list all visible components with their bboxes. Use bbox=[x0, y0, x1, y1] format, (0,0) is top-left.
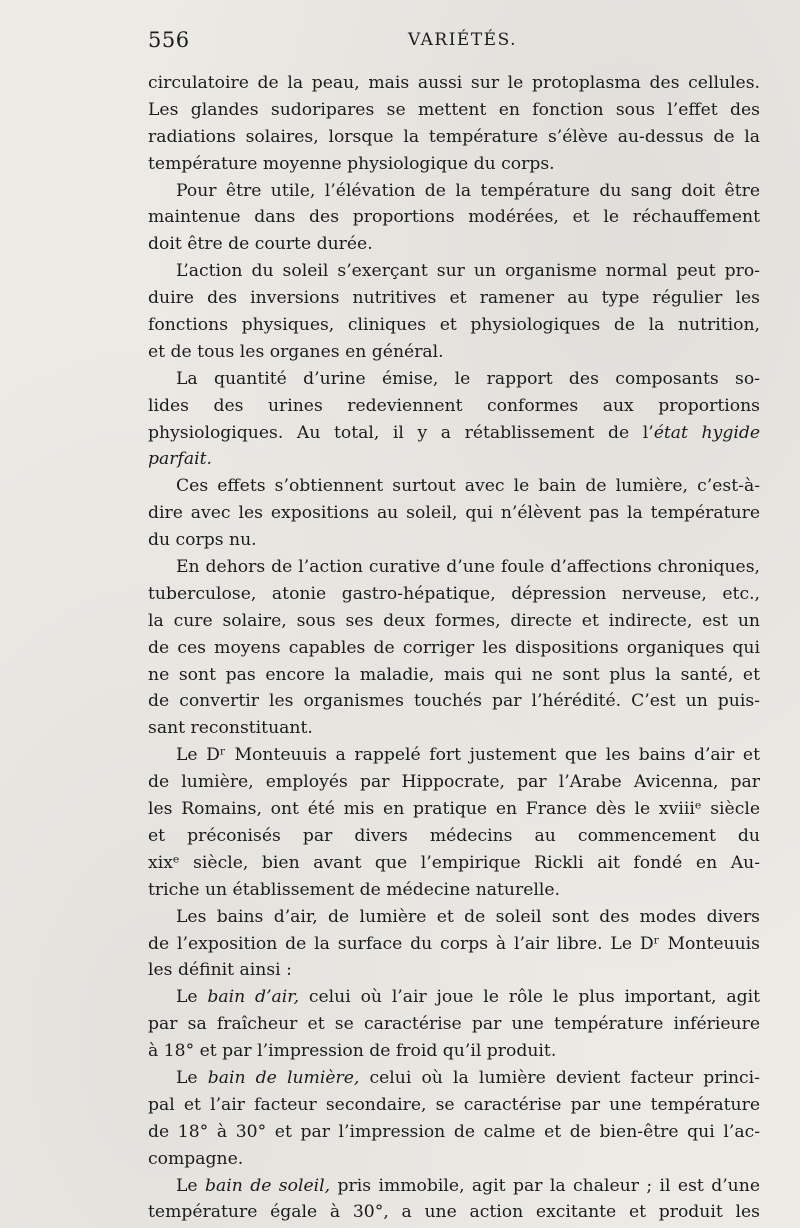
line-text: les définit ainsi : bbox=[148, 960, 292, 981]
text-line bbox=[148, 285, 760, 312]
text-line bbox=[148, 1119, 760, 1146]
line-text: de ces moyens capables de corriger les dispositions organiques qui bbox=[148, 637, 760, 658]
text-line bbox=[148, 258, 760, 285]
text-line bbox=[148, 581, 760, 608]
text-line bbox=[148, 366, 760, 393]
line-text: compagne. bbox=[148, 1148, 244, 1169]
text-line bbox=[148, 823, 760, 850]
line-text: circulatoire de la peau, mais aussi sur le protoplasma des cellules. bbox=[148, 73, 760, 93]
line-text: fonctions physiques, cliniques et physiologiques de la nutrition, bbox=[148, 315, 760, 336]
line-text: Ces effets s’obtiennent surtout avec le bain de lumière, c’est-à- bbox=[176, 476, 760, 497]
line-text: de 18° à 30° et par l’impression de calme et de bien-être qui l’ac- bbox=[148, 1121, 760, 1142]
text-line bbox=[148, 769, 760, 796]
text-line bbox=[148, 97, 760, 124]
text-line bbox=[148, 715, 760, 742]
text-line bbox=[148, 124, 760, 151]
line-text: physiologiques. Au total, il y a rétablissement de l’ bbox=[148, 422, 654, 443]
text-line bbox=[148, 420, 760, 447]
line-text: maintenue dans des proportions modérées, et le réchauffement bbox=[148, 207, 760, 228]
line-text: celui où l’air joue le rôle le plus important, agit bbox=[299, 987, 760, 1008]
italic-text: bain de soleil, bbox=[205, 1175, 331, 1196]
body-text bbox=[148, 70, 760, 1226]
italic-text: bain d’air, bbox=[207, 987, 300, 1008]
line-text: température moyenne physiologique du corps. bbox=[148, 153, 555, 174]
text-line bbox=[148, 1173, 760, 1200]
line-text: du corps nu. bbox=[148, 530, 257, 551]
text-line bbox=[148, 662, 760, 689]
line-text: La quantité d’urine émise, le rapport des composants so- bbox=[176, 368, 760, 389]
text-line bbox=[148, 339, 760, 366]
text-line bbox=[148, 850, 760, 877]
text-line bbox=[148, 688, 760, 715]
text-line bbox=[148, 877, 760, 904]
text-line bbox=[148, 1146, 760, 1173]
text-line bbox=[148, 904, 760, 931]
text-line bbox=[148, 742, 760, 769]
line-text: Pour être utile, l’élévation de la température du sang doit être bbox=[176, 180, 760, 201]
line-text: température égale à 30°, a une action excitante et produit les bbox=[148, 1202, 760, 1223]
line-text: ne sont pas encore la maladie, mais qui ne sont plus la santé, et bbox=[148, 664, 760, 685]
line-text: doit être de courte durée. bbox=[148, 234, 373, 255]
line-text: et préconisés par divers médecins au commencement du bbox=[148, 825, 760, 846]
line-text: Les glandes sudoripares se mettent en fonction sous l’effet des bbox=[148, 99, 760, 120]
line-text: celui où la lumière devient facteur princi- bbox=[359, 1067, 760, 1088]
italic-text: bain de lumière, bbox=[207, 1067, 360, 1088]
line-text: radiations solaires, lorsque la température s’élève au-dessus de la bbox=[148, 126, 760, 147]
line-text: Les bains d’air, de lumière et de soleil sont des modes divers bbox=[176, 906, 760, 927]
text-line bbox=[148, 473, 760, 500]
line-text: pris immobile, agit par la chaleur ; il est d’une bbox=[330, 1175, 760, 1196]
line-text: de convertir les organismes touchés par l’hérédité. C’est un puis- bbox=[148, 691, 760, 712]
running-head: VARIÉTÉS. bbox=[408, 30, 518, 50]
italic-text: état hygide bbox=[653, 422, 760, 443]
italic-text: parfait. bbox=[148, 449, 212, 470]
line-text: pal et l’air facteur secondaire, se caractérise par une température bbox=[148, 1094, 760, 1115]
line-text: sant reconstituant. bbox=[148, 718, 313, 739]
text-line bbox=[148, 393, 760, 420]
text-line bbox=[148, 178, 760, 205]
text-line bbox=[148, 554, 760, 581]
text-line bbox=[148, 527, 760, 554]
text-line bbox=[148, 70, 760, 97]
line-text: de lumière, employés par Hippocrate, par l’Arabe Avicenna, par bbox=[148, 772, 760, 793]
text-line bbox=[148, 500, 760, 527]
line-text: lides des urines redeviennent conformes aux proportions bbox=[148, 395, 760, 416]
text-line bbox=[148, 151, 760, 178]
line-text: En dehors de l’action curative d’une foule d’affections chroniques, bbox=[176, 557, 760, 578]
text-line bbox=[148, 796, 760, 823]
line-text: par sa fraîcheur et se caractérise par une température inférieure bbox=[148, 1014, 760, 1035]
text-line bbox=[148, 1092, 760, 1119]
page-number: 556 bbox=[148, 28, 190, 52]
line-text: triche un établissement de médecine naturelle. bbox=[148, 879, 561, 900]
text-line bbox=[148, 931, 760, 958]
line-text: et de tous les organes en général. bbox=[148, 341, 444, 362]
line-text: Le bbox=[176, 987, 208, 1008]
text-line bbox=[148, 1011, 760, 1038]
text-line bbox=[148, 957, 760, 984]
line-text: duire des inversions nutritives et ramener au type régulier les bbox=[148, 288, 760, 309]
line-text: à 18° et par l’impression de froid qu’il produit. bbox=[148, 1041, 557, 1062]
line-text: tuberculose, atonie gastro-hépatique, dépression nerveuse, etc., bbox=[148, 583, 760, 604]
text-line bbox=[148, 312, 760, 339]
text-line bbox=[148, 446, 760, 473]
text-line bbox=[148, 1038, 760, 1065]
text-line bbox=[148, 231, 760, 258]
text-line bbox=[148, 984, 760, 1011]
text-line bbox=[148, 1199, 760, 1226]
line-text: Le bbox=[176, 1175, 205, 1196]
line-text: dire avec les expositions au soleil, qui n’élèvent pas la température bbox=[148, 503, 760, 524]
line-text: xixᵉ siècle, bien avant que l’empirique Rickli ait fondé en Au- bbox=[148, 852, 760, 873]
line-text: la cure solaire, sous ses deux formes, directe et indirecte, est un bbox=[148, 610, 760, 631]
text-line bbox=[148, 608, 760, 635]
line-text: L’action du soleil s’exerçant sur un organisme normal peut pro- bbox=[176, 261, 760, 282]
text-line bbox=[148, 204, 760, 231]
line-text: de l’exposition de la surface du corps à l’air libre. Le Dʳ Monteuuis bbox=[148, 933, 760, 954]
line-text: Le Dʳ Monteuuis a rappelé fort justement que les bains d’air et bbox=[176, 745, 760, 766]
text-line bbox=[148, 1065, 760, 1092]
line-text: Le bbox=[176, 1067, 208, 1088]
line-text: les Romains, ont été mis en pratique en France dès le xviiiᵉ siècle bbox=[148, 799, 760, 820]
text-line bbox=[148, 635, 760, 662]
page-header bbox=[148, 28, 758, 58]
